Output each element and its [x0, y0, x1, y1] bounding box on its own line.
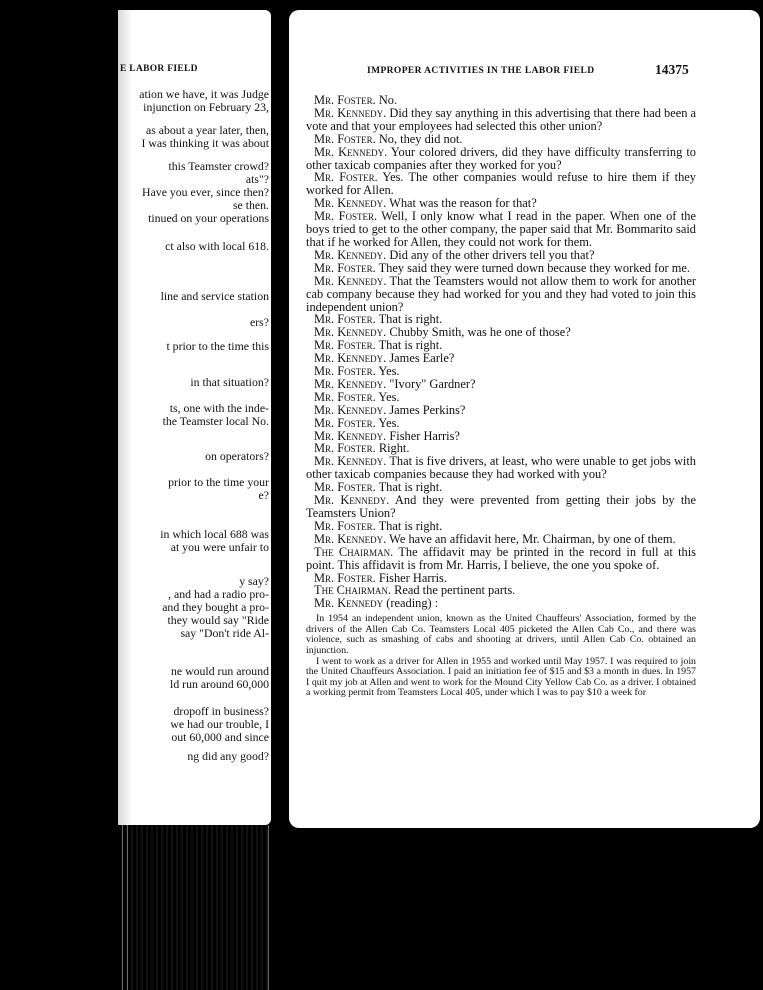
speaker-name: Mr. Kennedy.: [314, 144, 388, 159]
left-fragment-line: in which local 688 was: [160, 527, 269, 541]
speech-text: Yes.: [375, 415, 400, 430]
speaker-name: Mr. Foster.: [314, 364, 376, 379]
speech-text: And they were prevented from getting their jobs by the Teamsters Union?: [306, 493, 696, 520]
left-fragment: [168, 476, 269, 502]
speech-text: No, they did not.: [375, 131, 463, 146]
left-fragment-line: se then.: [232, 198, 269, 212]
left-fragment-line: ne would run around: [171, 664, 269, 678]
left-page-gutter-shadow: [118, 10, 132, 825]
left-fragment-line: line and service station: [160, 289, 269, 303]
left-fragment-line: the Teamster local No.: [162, 414, 269, 428]
left-fragment: [142, 186, 269, 212]
speech-text: That the Teamsters would not allow them to work for another cab company because they had worked for you and they had voted to join this independent union?: [306, 273, 696, 314]
speech-text: Fisher Harris.: [375, 570, 447, 585]
left-fragment: [190, 376, 269, 389]
left-fragment-line: tinued on your operations: [148, 211, 269, 225]
left-fragment-line: on operators?: [205, 449, 269, 463]
speech-text: That is right.: [375, 480, 443, 495]
left-fragment: [160, 528, 269, 554]
left-fragment-line: t prior to the time this: [166, 339, 269, 353]
transcript-paragraph: [306, 546, 696, 572]
speech-text: Right.: [375, 441, 410, 456]
speaker-name: Mr. Foster.: [314, 312, 376, 327]
speech-text: Did they say anything in this advertising that there had been a vote and that your employees had selected this other union?: [306, 105, 696, 133]
affidavit-paragraph: I went to work as a driver for Allen in 1955 and worked until May 1957. I was required to join the United Chauffeurs Association. I paid an initiation fee of $15 and $3 a month in dues. In 1957 I quit my job at Allen and went to work for the Mound City Yellow Cab Co. as a driver. I obtained a working permit from Teamsters Local 405, under which I was to pay $10 a week for: [306, 655, 696, 699]
left-fragment-line: at you were unfair to: [170, 540, 269, 554]
left-fragment-line: ng did any good?: [187, 749, 269, 763]
speaker-name: Mr. Kennedy.: [314, 493, 390, 508]
speaker-name: Mr. Kennedy.: [314, 351, 387, 366]
speaker-name: Mr. Foster.: [314, 131, 376, 146]
speech-text: Read the pertinent parts.: [391, 583, 516, 598]
left-fragment: [205, 450, 269, 463]
transcript-paragraph: [306, 494, 696, 520]
speech-text: They said they were turned down because they worked for me.: [375, 260, 690, 275]
speech-text: James Earle?: [386, 351, 455, 366]
transcript-paragraph: [306, 210, 696, 249]
transcript-body: [306, 94, 696, 699]
speaker-name: Mr. Kennedy.: [314, 273, 387, 288]
transcript-paragraph: [306, 455, 696, 481]
left-fragment-line: ers?: [250, 315, 269, 329]
speech-text: That is five drivers, at least, who were unable to get jobs with other taxicab companies because they had worked with you?: [306, 454, 696, 482]
left-fragment: [148, 212, 269, 225]
left-fragment-line: and they bought a pro-: [162, 600, 269, 614]
speaker-name: The Chairman.: [314, 583, 392, 598]
left-fragment-line: e?: [258, 488, 269, 502]
left-fragment-line: ation we have, it was Judge: [139, 87, 269, 101]
speaker-name: Mr. Foster.: [314, 518, 376, 533]
speech-text: The affidavit may be printed in the record in full at this point. This affidavit is from Mr. Harris, I believe, the one you spoke of.: [306, 544, 697, 572]
left-fragment: [187, 750, 269, 763]
speaker-name: Mr. Foster.: [314, 389, 376, 404]
left-fragment-line: we had our trouble, I: [170, 717, 269, 731]
speech-text: We have an affidavit here, Mr. Chairman, by one of them.: [386, 531, 676, 546]
right-page: [289, 10, 760, 828]
speech-text: Did any of the other drivers tell you that?: [386, 247, 595, 262]
affidavit-paragraph: In 1954 an independent union, known as the United Chauffeurs' Association, formed by the drivers of the Allen Cab Co. Teamsters Local 405 picketed the Allen Cab Co., and there was violence, such as smashing of cabs and shooting at drivers, until Allen Cab Co. obtained an injunction.: [306, 613, 696, 657]
speaker-name: Mr. Kennedy.: [314, 454, 387, 469]
speech-text: Yes. The other companies would refuse to hire them if they worked for Allen.: [306, 170, 696, 198]
speaker-name: Mr. Kennedy.: [314, 105, 387, 120]
left-fragment-line: say "Don't ride Al-: [180, 626, 269, 640]
speaker-name: Mr. Foster.: [314, 480, 376, 495]
transcript-paragraph: [306, 275, 696, 314]
left-page-edge-strip: [118, 825, 271, 990]
speaker-name: Mr. Kennedy: [314, 596, 384, 611]
left-fragment-line: ts, one with the inde-: [169, 401, 269, 415]
speech-text: Yes.: [375, 364, 400, 379]
speaker-name: Mr. Kennedy.: [314, 325, 387, 340]
transcript-paragraph: [306, 597, 696, 610]
speech-text: What was the reason for that?: [386, 196, 537, 211]
speech-text: That is right.: [375, 312, 443, 327]
speaker-name: Mr. Kennedy.: [314, 247, 387, 262]
speech-text: "Ivory" Gardner?: [386, 376, 476, 391]
left-fragment-line: injunction on February 23,: [143, 100, 269, 114]
speaker-name: Mr. Foster.: [314, 415, 376, 430]
speech-text: That is right.: [375, 338, 443, 353]
transcript-paragraph: [306, 107, 696, 133]
left-fragment-line: ld run around 60,000: [170, 677, 269, 691]
left-fragment: [170, 665, 269, 691]
left-running-head: E LABOR FIELD: [120, 64, 198, 74]
left-fragment-line: this Teamster crowd?: [168, 159, 269, 173]
left-fragment-line: , and had a radio pro-: [168, 587, 269, 601]
left-fragment-line: out 60,000 and since: [171, 730, 269, 744]
left-fragment-line: in that situation?: [190, 375, 269, 389]
left-fragment: [166, 340, 269, 353]
left-fragment: [161, 290, 269, 303]
transcript-paragraphs: [306, 94, 696, 610]
speaker-name: Mr. Kennedy.: [314, 428, 387, 443]
speech-text: (reading) :: [383, 596, 439, 611]
left-fragment: [139, 88, 269, 114]
speaker-name: Mr. Kennedy.: [314, 376, 387, 391]
speech-text: Yes.: [375, 389, 400, 404]
left-fragment-line: ct also with local 618.: [165, 239, 269, 253]
left-fragment: [162, 575, 269, 640]
left-fragment: [168, 160, 269, 186]
left-fragment-line: I was thinking it was about: [141, 136, 269, 150]
page-number: 14375: [655, 62, 689, 77]
speaker-name: Mr. Foster.: [314, 338, 376, 353]
speaker-name: Mr. Foster.: [314, 260, 376, 275]
transcript-paragraph: [306, 171, 696, 197]
left-fragment-line: ats"?: [245, 172, 269, 186]
speaker-name: Mr. Kennedy.: [314, 196, 387, 211]
left-fragment: [163, 402, 269, 428]
left-fragment: [250, 316, 269, 329]
speech-text: Chubby Smith, was he one of those?: [386, 325, 571, 340]
left-fragment-line: y say?: [239, 574, 269, 588]
left-fragment-line: Have you ever, since then?: [142, 185, 269, 199]
speaker-name: Mr. Foster.: [314, 170, 378, 185]
speech-text: No.: [375, 93, 398, 107]
speech-text: Well, I only know what I read in the paper. When one of the boys tried to get to the other company, the paper said that Mr. Bommarito said that if he worked for Allen, they could not work for them.: [306, 209, 696, 249]
left-fragment: [142, 124, 269, 150]
speech-text: Fisher Harris?: [386, 428, 460, 443]
transcript-paragraph: [306, 146, 696, 172]
speaker-name: Mr. Kennedy.: [314, 402, 387, 417]
affidavit-text: [306, 614, 696, 699]
speaker-name: Mr. Foster.: [314, 93, 376, 107]
speaker-name: Mr. Kennedy.: [314, 531, 387, 546]
left-fragment: [170, 705, 269, 744]
left-fragment-line: they would say "Ride: [167, 613, 269, 627]
speech-text: That is right.: [375, 518, 443, 533]
left-page: [118, 10, 271, 825]
left-fragment-line: prior to the time your: [168, 475, 269, 489]
speaker-name: The Chairman.: [314, 544, 394, 559]
left-fragment: [165, 240, 269, 253]
speaker-name: Mr. Foster.: [314, 570, 376, 585]
speech-text: James Perkins?: [386, 402, 466, 417]
speaker-name: Mr. Foster.: [314, 441, 376, 456]
running-head: IMPROPER ACTIVITIES IN THE LABOR FIELD: [367, 66, 595, 76]
left-fragment-line: dropoff in business?: [173, 704, 269, 718]
left-fragment-line: as about a year later, then,: [145, 123, 269, 137]
speaker-name: Mr. Foster.: [314, 209, 378, 224]
speech-text: Your colored drivers, did they have difficulty transferring to other taxicab companies after they worked for you?: [306, 144, 696, 172]
